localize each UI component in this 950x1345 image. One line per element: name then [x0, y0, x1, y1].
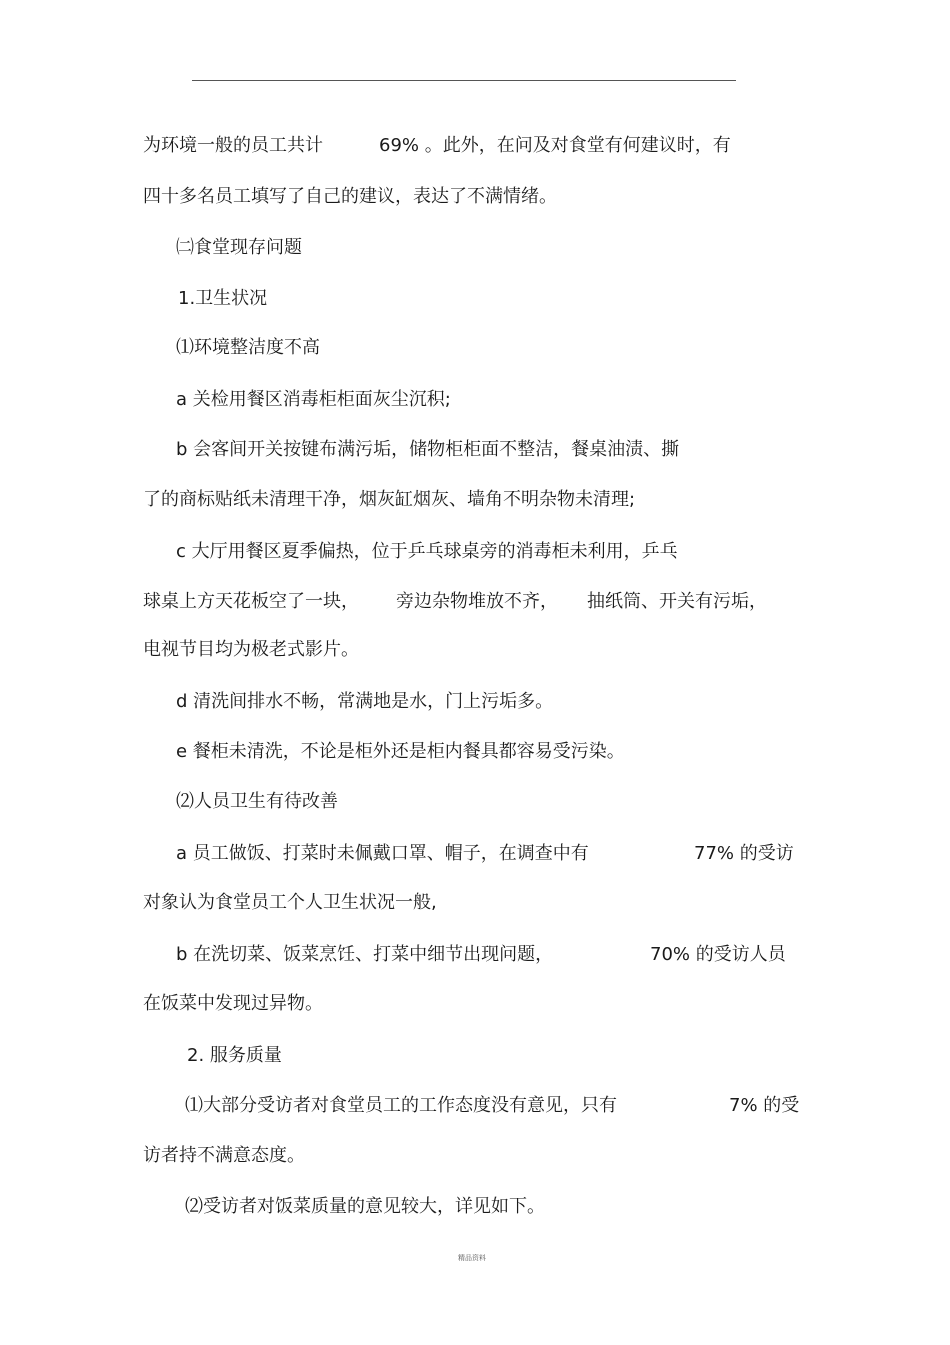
- text-segment: 四十多名员工填写了自己的建议，表达了不满情绪。: [143, 186, 557, 207]
- text-segment: 7% 的受: [729, 1095, 800, 1116]
- text-segment: 2. 服务质量: [187, 1045, 282, 1066]
- text-segment: ⑵受访者对饭菜质量的意见较大，详见如下。: [185, 1196, 545, 1217]
- text-segment: 69% 。此外，在问及对食堂有何建议时，有: [379, 135, 731, 156]
- page-footer: 精品资料: [458, 1254, 486, 1262]
- text-segment: 1.卫生状况: [178, 288, 268, 309]
- text-segment: c 大厅用餐区夏季偏热，位于乒乓球桌旁的消毒柜未利用，乒乓: [176, 541, 678, 562]
- text-segment: 70% 的受访人员: [650, 944, 786, 965]
- text-segment: a 员工做饭、打菜时未佩戴口罩、帽子，在调查中有: [176, 843, 589, 864]
- text-segment: a 关检用餐区消毒柜柜面灰尘沉积;: [176, 389, 451, 410]
- text-segment: 77% 的受访: [694, 843, 794, 864]
- text-segment: 抽纸筒、开关有污垢，: [587, 591, 767, 612]
- text-segment: ㈡食堂现存问题: [176, 237, 302, 258]
- header-rule: [192, 80, 736, 81]
- text-segment: 电视节目均为极老式影片。: [143, 639, 359, 660]
- text-segment: 在饭菜中发现过异物。: [143, 993, 323, 1014]
- text-segment: ⑴环境整洁度不高: [176, 337, 320, 358]
- text-segment: 为环境一般的员工共计: [143, 135, 323, 156]
- text-segment: b 在洗切菜、饭菜烹饪、打菜中细节出现问题，: [176, 944, 554, 965]
- text-segment: d 清洗间排水不畅，常满地是水，门上污垢多。: [176, 691, 554, 712]
- text-segment: e 餐柜未清洗，不论是柜外还是柜内餐具都容易受污染。: [176, 741, 625, 762]
- text-segment: 了的商标贴纸未清理干净，烟灰缸烟灰、墙角不明杂物未清理;: [143, 489, 636, 510]
- text-segment: ⑵人员卫生有待改善: [176, 791, 338, 812]
- text-segment: 访者持不满意态度。: [143, 1145, 305, 1166]
- text-segment: 旁边杂物堆放不齐，: [396, 591, 558, 612]
- text-segment: b 会客间开关按键布满污垢，储物柜柜面不整洁，餐桌油渍、撕: [176, 439, 680, 460]
- text-segment: 对象认为食堂员工个人卫生状况一般,: [143, 892, 437, 913]
- text-segment: ⑴大部分受访者对食堂员工的工作态度没有意见，只有: [185, 1095, 617, 1116]
- text-segment: 球桌上方天花板空了一块，: [143, 591, 359, 612]
